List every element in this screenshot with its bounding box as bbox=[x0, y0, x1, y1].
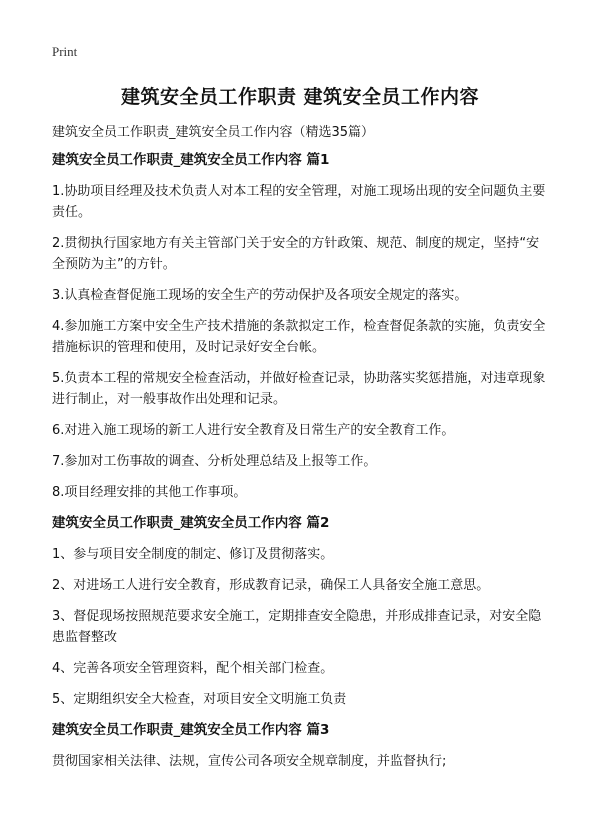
paragraph: 7.参加对工伤事故的调查、分析处理总结及上报等工作。 bbox=[52, 454, 377, 469]
paragraph: 3、督促现场按照规范要求安全施工，定期排查安全隐患，并形成排查记录，对安全隐患监督整改 bbox=[52, 609, 542, 645]
paragraph: 4、完善各项安全管理资料，配个相关部门检查。 bbox=[52, 661, 334, 676]
section-heading: 建筑安全员工作职责_建筑安全员工作内容 篇3 bbox=[52, 722, 330, 738]
paragraph: 2.贯彻执行国家地方有关主管部门关于安全的方针政策、规范、制度的规定，坚持“安全预防为主”的方针。 bbox=[52, 236, 540, 272]
paragraph: 1、参与项目安全制度的制定、修订及贯彻落实。 bbox=[52, 547, 334, 562]
section-2 bbox=[52, 513, 552, 710]
section-heading: 建筑安全员工作职责_建筑安全员工作内容 篇2 bbox=[52, 515, 330, 531]
section-1 bbox=[52, 150, 552, 503]
page-title: 建筑安全员工作职责 建筑安全员工作内容 bbox=[120, 86, 480, 108]
paragraph: 贯彻国家相关法律、法规，宣传公司各项安全规章制度，并监督执行; bbox=[52, 754, 447, 769]
page-subtitle: 建筑安全员工作职责_建筑安全员工作内容（精选35篇） bbox=[52, 125, 375, 140]
paragraph: 4.参加施工方案中安全生产技术措施的条款拟定工作，检查督促条款的实施，负责安全措施标识的管理和使用，及时记录好安全台帐。 bbox=[52, 319, 546, 355]
paragraph: 3.认真检查督促施工现场的安全生产的劳动保护及各项安全规定的落实。 bbox=[52, 288, 468, 303]
section-heading: 建筑安全员工作职责_建筑安全员工作内容 篇1 bbox=[52, 152, 330, 168]
paragraph: 1.协助项目经理及技术负责人对本工程的安全管理，对施工现场出现的安全问题负主要责任。 bbox=[52, 184, 546, 220]
paragraph: 5、定期组织安全大检查，对项目安全文明施工负责 bbox=[52, 692, 347, 707]
paragraph: 8.项目经理安排的其他工作事项。 bbox=[52, 485, 247, 500]
document-body bbox=[52, 150, 552, 782]
section-3 bbox=[52, 720, 552, 772]
paragraph: 6.对进入施工现场的新工人进行安全教育及日常生产的安全教育工作。 bbox=[52, 423, 455, 438]
paragraph: 2、对进场工人进行安全教育，形成教育记录，确保工人具备安全施工意思。 bbox=[52, 578, 490, 593]
print-label: Print bbox=[52, 44, 78, 59]
paragraph: 5.负责本工程的常规安全检查活动，并做好检查记录，协助落实奖惩措施，对违章现象进行制止，对一般事故作出处理和记录。 bbox=[52, 371, 546, 407]
